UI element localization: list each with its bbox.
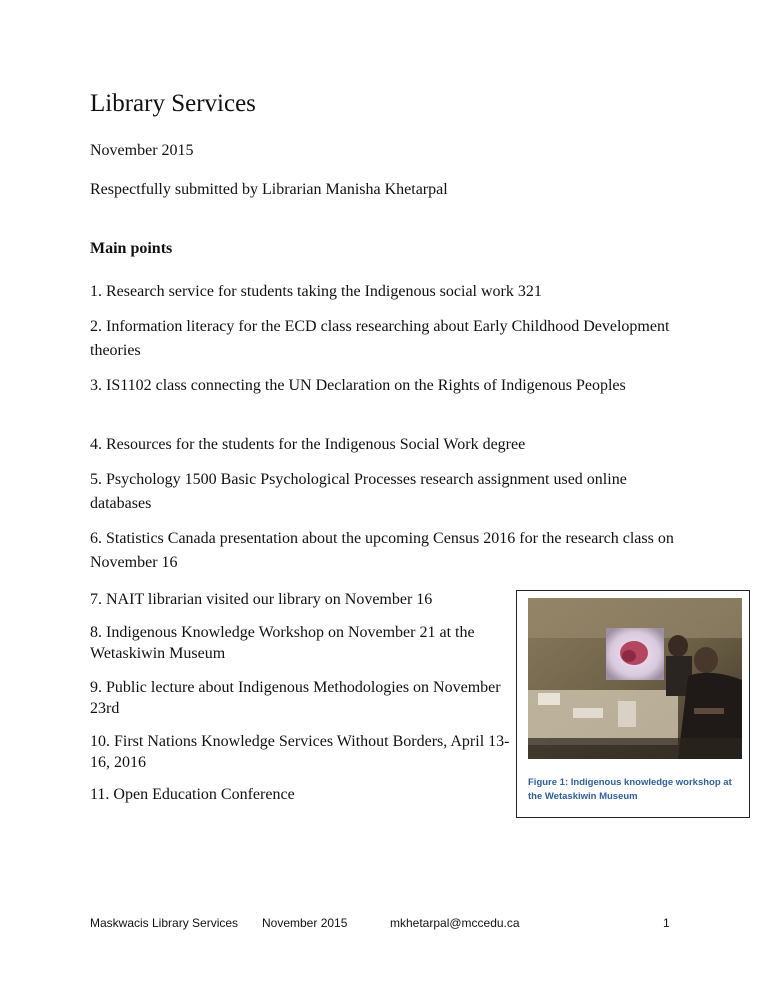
footer-email: mkhetarpal@mccedu.ca [390,916,520,930]
list-item: 10. First Nations Knowledge Services Without Borders, April 13-16, 2016 [90,733,510,771]
footer-org: Maskwacis Library Services [90,916,239,930]
list-item: 2. Information literacy for the ECD class researching about Early Childhood Development theories [90,318,670,359]
report-date: November 2015 [90,142,194,159]
workshop-photo [528,598,742,759]
main-points-heading: Main points [90,240,173,257]
figure-caption: Figure 1: Indigenous knowledge workshop at the Wetaskiwin Museum [528,777,732,802]
list-item: 4. Resources for the students for the Indigenous Social Work degree [90,436,526,453]
list-item: 3. IS1102 class connecting the UN Declaration on the Rights of Indigenous Peoples [90,377,626,394]
page-title: Library Services [90,90,256,117]
list-item: 7. NAIT librarian visited our library on November 16 [90,591,433,608]
figure [516,590,750,818]
list-item: 1. Research service for students taking the Indigenous social work 321 [90,283,542,300]
list-item: 5. Psychology 1500 Basic Psychological Processes research assignment used online databases [90,471,627,512]
submitted-by: Respectfully submitted by Librarian Manisha Khetarpal [90,181,448,198]
list-item: 6. Statistics Canada presentation about the upcoming Census 2016 for the research class on November 16 [90,530,674,571]
list-item: 8. Indigenous Knowledge Workshop on November 21 at the Wetaskiwin Museum [90,624,475,662]
footer-date: November 2015 [262,916,348,930]
page-number: 1 [663,916,670,930]
list-item: 11. Open Education Conference [90,786,295,803]
list-item: 9. Public lecture about Indigenous Methodologies on November 23rd [90,679,501,717]
